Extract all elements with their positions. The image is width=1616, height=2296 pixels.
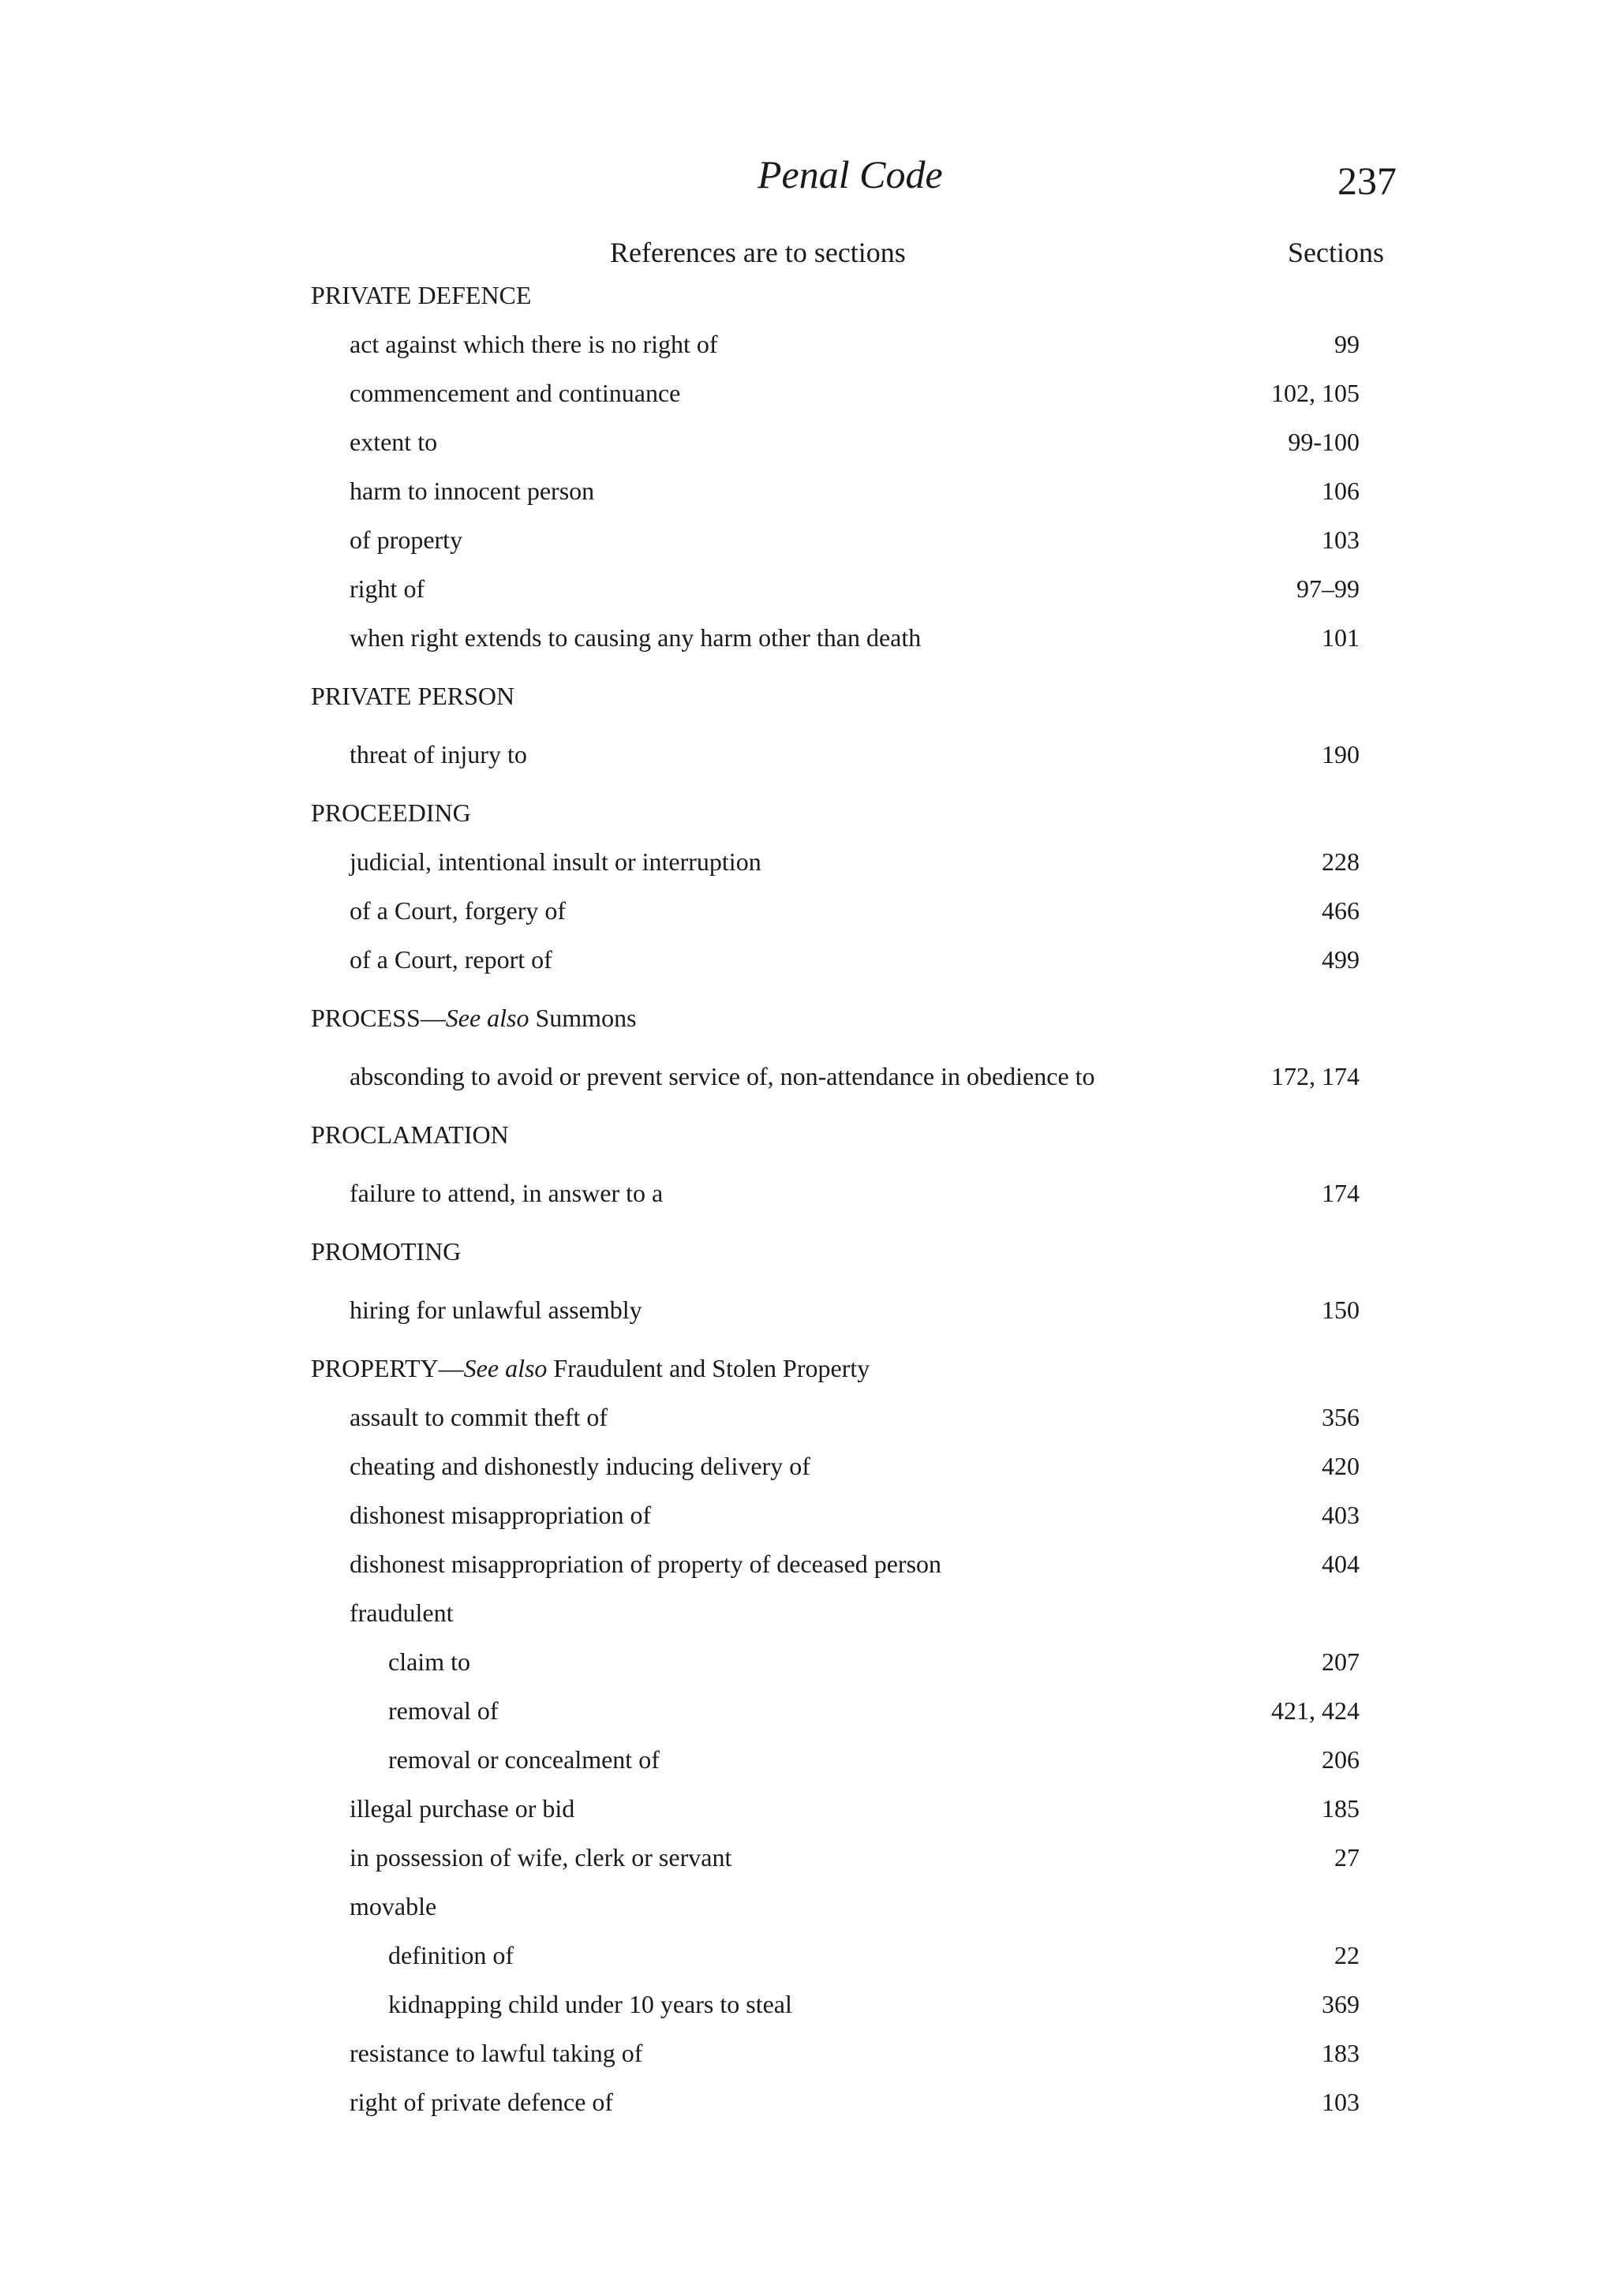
section-ref: 106	[1322, 477, 1360, 505]
index-subheading	[0, 1595, 1616, 1631]
index-entry	[0, 473, 1616, 509]
entry-label: dishonest misappropriation of property of deceased person	[350, 1550, 942, 1578]
see-also-label: See also	[463, 1354, 548, 1382]
entry-label: of a Court, report of	[350, 945, 552, 974]
section-ref: 190	[1322, 740, 1360, 768]
index-entry	[0, 1546, 1616, 1582]
entry-label: of a Court, forgery of	[350, 896, 566, 925]
page-number: 237	[1337, 159, 1397, 203]
entry-label: assault to commit theft of	[350, 1403, 608, 1431]
section-ref: 103	[1322, 2088, 1360, 2116]
entry-label: kidnapping child under 10 years to steal	[388, 1990, 792, 2018]
section-ref: 466	[1322, 896, 1360, 925]
index-entry	[0, 326, 1616, 362]
see-also-label: See also	[445, 1004, 529, 1032]
sections-column-header: Sections	[1288, 237, 1384, 268]
index-heading	[0, 1350, 1616, 1386]
entry-label: resistance to lawful taking of	[350, 2039, 643, 2067]
entry-label: in possession of wife, clerk or servant	[350, 1843, 732, 1872]
section-ref: 207	[1322, 1647, 1360, 1676]
index-entry	[0, 375, 1616, 411]
index-entry	[0, 1292, 1616, 1328]
index-entry	[0, 843, 1616, 880]
section-ref: 356	[1322, 1403, 1360, 1431]
entry-label: harm to innocent person	[350, 477, 595, 505]
entry-label: commencement and continuance	[350, 379, 681, 407]
section-ref: 420	[1322, 1452, 1360, 1480]
see-also-target: Fraudulent and Stolen Property	[547, 1354, 870, 1382]
heading-label: PROMOTING	[311, 1237, 462, 1266]
heading-label: PRIVATE DEFENCE	[311, 281, 532, 309]
section-ref: 499	[1322, 945, 1360, 974]
section-ref: 99-100	[1288, 428, 1360, 456]
section-ref: 150	[1322, 1296, 1360, 1324]
section-ref: 421, 424	[1271, 1696, 1360, 1725]
index-entry	[0, 892, 1616, 929]
index-entry	[0, 1790, 1616, 1827]
index-heading	[0, 1233, 1616, 1270]
heading-text: PROPERTY—	[311, 1354, 464, 1382]
index-entry	[0, 1175, 1616, 1211]
entry-label: absconding to avoid or prevent service of, non-attendance in obedience to	[350, 1062, 1095, 1090]
index-subheading	[0, 1888, 1616, 1924]
index-heading	[0, 1000, 1616, 1036]
heading-label	[311, 1350, 870, 1386]
heading-label: PROCLAMATION	[311, 1120, 509, 1149]
section-ref: 369	[1322, 1990, 1360, 2018]
section-ref: 183	[1322, 2039, 1360, 2067]
entry-label: right of	[350, 574, 425, 603]
entry-label: failure to attend, in answer to a	[350, 1179, 664, 1207]
entry-label: cheating and dishonestly inducing delivery of	[350, 1452, 810, 1480]
index-entry	[0, 736, 1616, 772]
see-also-target: Summons	[529, 1004, 637, 1032]
index-entry	[0, 1448, 1616, 1484]
section-ref: 103	[1322, 525, 1360, 554]
index-entry	[0, 619, 1616, 656]
index-entry	[0, 424, 1616, 460]
index-entry	[0, 1058, 1616, 1094]
entry-label: extent to	[350, 428, 438, 456]
references-note: References are to sections	[610, 237, 906, 268]
index-heading	[0, 678, 1616, 714]
index-entry	[0, 570, 1616, 607]
entry-label: claim to	[388, 1647, 470, 1676]
section-ref: 102, 105	[1271, 379, 1360, 407]
entry-label: removal of	[388, 1696, 499, 1725]
entry-label: definition of	[388, 1941, 514, 1969]
section-ref: 228	[1322, 847, 1360, 876]
index-entry	[0, 2035, 1616, 2071]
index-heading	[0, 1116, 1616, 1153]
index-entry	[0, 1986, 1616, 2022]
index-entry	[0, 1643, 1616, 1680]
entry-label: when right extends to causing any harm other than death	[350, 623, 922, 652]
index-entry	[0, 1399, 1616, 1435]
index-entry	[0, 2084, 1616, 2120]
index-entry	[0, 522, 1616, 558]
heading-text: PROCESS—	[311, 1004, 446, 1032]
index-entry	[0, 1692, 1616, 1729]
index-heading	[0, 795, 1616, 831]
entry-label: threat of injury to	[350, 740, 527, 768]
section-ref: 172, 174	[1271, 1062, 1360, 1090]
section-ref: 206	[1322, 1745, 1360, 1774]
entry-label: dishonest misappropriation of	[350, 1501, 652, 1529]
entry-label: illegal purchase or bid	[350, 1794, 575, 1823]
section-ref: 27	[1334, 1843, 1360, 1872]
heading-label: PRIVATE PERSON	[311, 682, 515, 710]
section-ref: 403	[1322, 1501, 1360, 1529]
index-entry	[0, 1741, 1616, 1778]
entry-label: act against which there is no right of	[350, 330, 718, 358]
index-heading	[0, 277, 1616, 313]
entry-label: judicial, intentional insult or interruption	[350, 847, 761, 876]
section-ref: 97–99	[1296, 574, 1360, 603]
entry-label: of property	[350, 525, 463, 554]
index-entry	[0, 941, 1616, 978]
section-ref: 185	[1322, 1794, 1360, 1823]
heading-label: PROCEEDING	[311, 798, 471, 827]
index-entry	[0, 1497, 1616, 1533]
entry-label: removal or concealment of	[388, 1745, 660, 1774]
entry-label: movable	[350, 1892, 437, 1920]
heading-label	[311, 1000, 637, 1036]
entry-label: right of private defence of	[350, 2088, 614, 2116]
index-entry	[0, 1937, 1616, 1973]
entry-label: fraudulent	[350, 1599, 454, 1627]
section-ref: 99	[1334, 330, 1360, 358]
section-ref: 101	[1322, 623, 1360, 652]
section-ref: 174	[1322, 1179, 1360, 1207]
section-ref: 404	[1322, 1550, 1360, 1578]
index-entry	[0, 1839, 1616, 1875]
section-ref: 22	[1334, 1941, 1360, 1969]
entry-label: hiring for unlawful assembly	[350, 1296, 642, 1324]
page-title: Penal Code	[758, 152, 943, 196]
